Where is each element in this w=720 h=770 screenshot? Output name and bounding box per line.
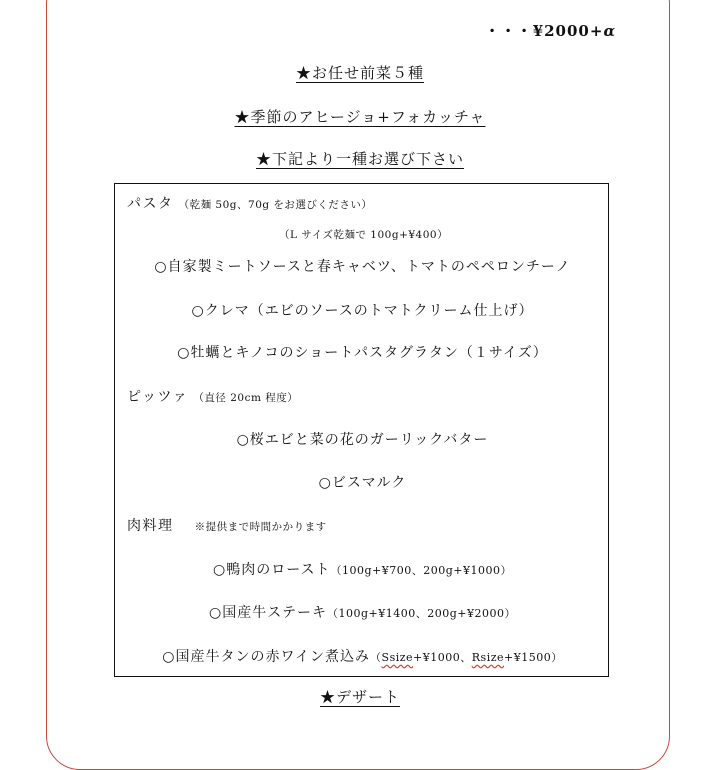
- pasta-item-3: ○牡蠣とキノコのショートパスタグラタン（１サイズ）: [177, 345, 548, 361]
- meat-title: 肉料理: [127, 518, 174, 534]
- size-r-label: Rsize: [471, 651, 505, 664]
- pizza-item-2: ○ビスマルク: [318, 475, 407, 491]
- pizza-title: ピッツァ: [127, 389, 189, 405]
- pasta-item-1: ○自家製ミートソースと春キャベツ、トマトのペペロンチーノ: [154, 259, 571, 275]
- meat-item-3: ○国産牛タンの赤ワイン煮込み（Ssize+¥1000、Rsize+¥1500）: [162, 649, 563, 665]
- meat-note: ※提供まで時間かかります: [194, 521, 327, 533]
- pizza-item-1: ○桜エビと菜の花のガーリックバター: [236, 432, 489, 448]
- pasta-item-2: ○クレマ（エビのソースのトマトクリーム仕上げ）: [191, 303, 534, 319]
- price-alpha: α: [603, 22, 616, 40]
- heading-choose-one: ★下記より一種お選び下さい: [255, 150, 464, 168]
- selection-box: [114, 183, 609, 677]
- heading-dessert: ★デザート: [319, 688, 400, 706]
- pasta-header: [127, 193, 372, 213]
- pizza-note: （直径 20cm 程度）: [193, 392, 299, 404]
- meat-item-2: ○国産牛ステーキ（100g+¥1400、200g+¥2000）: [209, 605, 516, 621]
- heading-appetizers: ★お任せ前菜５種: [295, 64, 424, 82]
- heading-ajillo: ★季節のアヒージョ+フォカッチャ: [234, 108, 486, 126]
- pasta-note: （乾麺 50g、70g をお選びください）: [178, 199, 373, 211]
- pasta-title: パスタ: [127, 196, 174, 212]
- price-amount: ¥2000+: [532, 22, 604, 40]
- pizza-header: [127, 386, 298, 406]
- meat-header: [127, 515, 327, 535]
- meat-item-1: ○鴨肉のロースト（100g+¥700、200g+¥1000）: [212, 562, 512, 578]
- course-price: [485, 20, 616, 41]
- size-s-label: Ssize: [381, 651, 414, 664]
- price-dots: ・・・: [484, 22, 533, 40]
- pasta-size-note: （L サイズ乾麺で 100g+¥400）: [279, 229, 449, 241]
